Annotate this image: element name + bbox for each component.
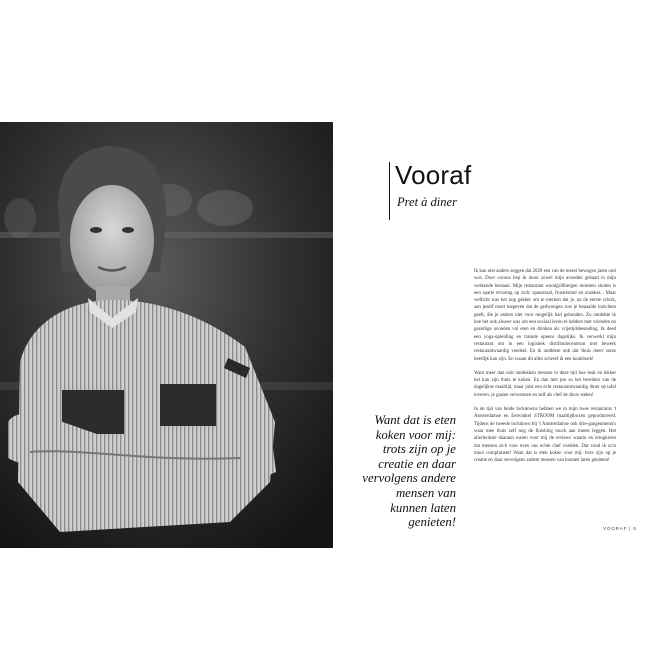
chef-portrait-illustration <box>0 122 333 548</box>
body-paragraph: Ik kan niet anders zeggen dat 2020 een van de meest bewogen jaren ooit was. Door corona liep ik mooi zowel mijn avonden gebaad in mijn werkende bestaan. Mijn restaurant woodgrillbergen moesten sluiten is een sparte ervaring op zich: spanstraal, frustrerend en onzeker... Maar wellicht was het nog gekker om te merken dat je, na de eerste schrik, aan jezelf moet toegeven dat de gedwongen rust je bepaalde inzichten geeft, die je anders niet voor mogelijk had gehouden. Zo ontdekte ik hoe het ook alweer was om een sociaal leven te hebben met vrienden en gezellige avonden vol eten en drinken als vrijetijdsbesteding. Ik deed een yoga-opleiding en trainde opeens dagelijks. Ik verwerkt mijn restaurant om in een logistiek distributiecentrum met bewerk restaurantwaardig voedsel. En ik ontdekte ook dat 'thuis doen' soms heerlijk kan zijn. En waant dit alles schreef ik een kookboek! <box>474 269 616 362</box>
chef-portrait-photo <box>0 122 333 548</box>
pull-quote: Want dat is eten koken voor mij: trots zijn op je creatie en daar vervolgens andere mensen van kunnen laten genieten! <box>362 413 456 530</box>
page-title: Vooraf <box>395 160 472 190</box>
page-folio: VOORAF | 5 <box>603 526 637 531</box>
page-subtitle: Pret à diner <box>397 195 457 209</box>
body-paragraph: Want meer dan ooit ontdekken mensen in deze tijd hoe leuk en lekker het kan zijn thuis te koken. En dan met pre so het bereiden van de dagelijkse maaltijd, maar juist een echt restaurantwaardig diner op tafel toveren: je gasten verwennen en zelf als chef de show stelen! <box>474 370 616 398</box>
body-text <box>474 268 616 471</box>
body-paragraph: In de tijd van beide lockdowns hebben we in mijn twee restaurants 't Amsterdamse en Eetwinkel STROOM maaltijdboxen geproduceerd. Tijdens de tweede lockdown bij 't Amsterdamse ook drie-gangenmenu's waar mee thuis zelf nog de finishing touch aan moest leggen. Het allerleukste daaraan waren voor mij de reviews waarin en terugkeren dat mensen zich voor even ons echte chef voelden. Dat vond ik zo'n mooi compliment! Want dat is eten koken voor mij: trots zijn op je creatie en daar vervolgens andere mensen van kunnen laten genieten! <box>474 407 616 464</box>
title-vertical-rule <box>389 162 390 220</box>
